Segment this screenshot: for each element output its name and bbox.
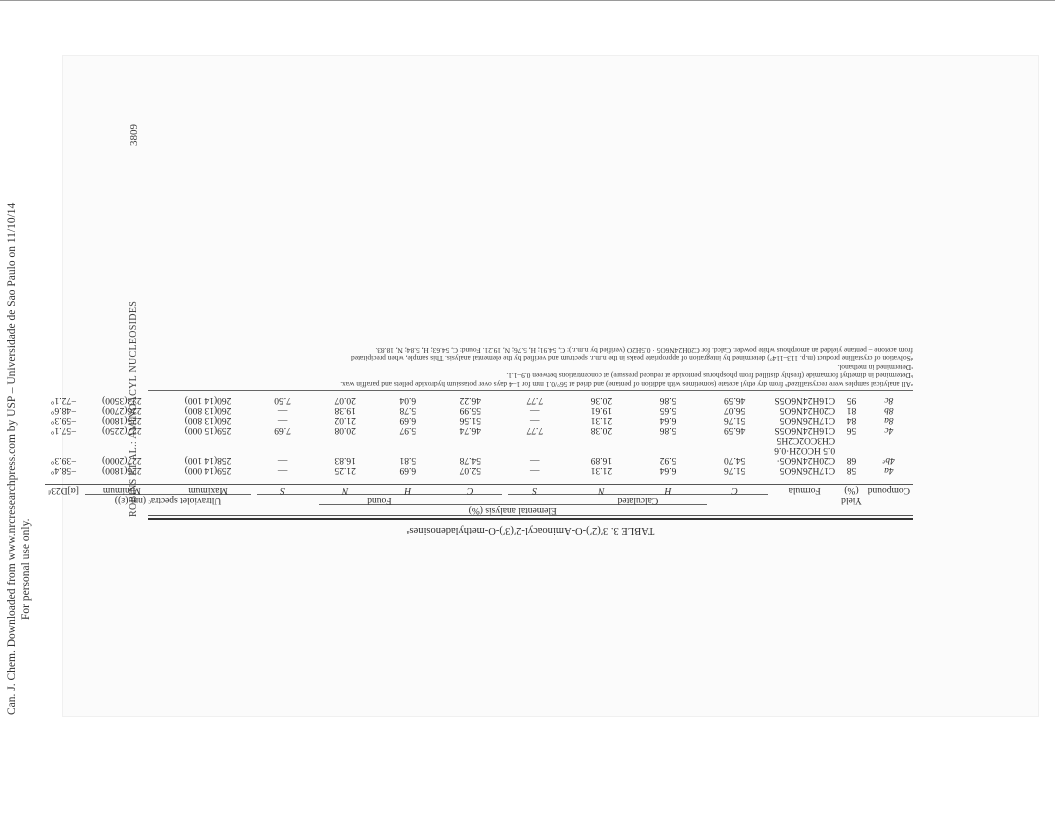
calc-s-cell: — (530, 455, 540, 465)
rotation-cell: −59.3° (50, 415, 77, 425)
uv-min-cell: 225(1800) (102, 415, 142, 425)
uv-min-cell: 226(1800) (102, 465, 142, 475)
footnote: ᵇDetermined in dimethyl formamide (freshly distilled from phosphorus pentoxide at reduced pressure) at concentrations between 0.9–1.1. (506, 371, 913, 381)
top-rule-thin (148, 515, 913, 516)
yield-header: Yield (841, 495, 862, 505)
calc-h-cell: 5.86 (659, 395, 677, 405)
found-s-cell: 7.50 (274, 395, 291, 405)
compound-cell: 4a (884, 465, 894, 475)
calc-s-cell: — (530, 405, 540, 415)
uv-max-cell: 259(14 000) (184, 465, 232, 475)
formula-cell: C20H24N6O5· (776, 455, 836, 465)
calc-s-cell: 7.77 (526, 395, 544, 405)
formula-cell: C16H24N6O5S (774, 395, 836, 405)
uv-max-cell: 260(13 800) (184, 415, 232, 425)
yield-cell: 56 (846, 425, 857, 435)
calc-c-cell: 51.76 (724, 415, 746, 425)
found-s-cell: — (277, 405, 288, 415)
calc-c-header: C (698, 485, 771, 496)
footnote: ᶜDetermined in methanol. (837, 362, 913, 372)
calc-n-cell: 21.31 (590, 415, 613, 425)
calc-s-header: S (505, 485, 565, 496)
found-h-cell: 5.78 (399, 405, 417, 415)
found-c-cell: 54.78 (459, 455, 482, 465)
found-s-cell: — (277, 455, 288, 465)
yield-cell: 68 (846, 455, 857, 465)
found-s-cell: — (277, 415, 288, 425)
compound-cell: 4bᵉ (882, 455, 895, 465)
uv-min-cell: 227(2250) (102, 425, 142, 435)
uv-max-cell: 258(14 100) (184, 455, 232, 465)
table-row-continuation (45, 445, 913, 455)
formula-cell: C20H24N6O5 (779, 405, 836, 415)
calc-h-cell: 5.65 (659, 405, 677, 415)
calculated-header: Calculated (508, 494, 769, 505)
found-c-cell: 55.99 (459, 405, 482, 415)
formula-header: Formula (771, 485, 838, 496)
found-n-cell: 16.83 (334, 455, 356, 465)
formula-cell-line2: 0.5 HCO2H·0.6 (774, 445, 836, 455)
calc-n-cell: 21.31 (590, 465, 613, 475)
calc-n-cell: 16.89 (590, 455, 613, 465)
margin-note-line-1: Can. J. Chem. Downloaded from www.nrcresearchpress.com by USP – Universidade de Sao Paulo on 11/10/14 (6, 202, 18, 715)
yield-cell: 84 (846, 415, 857, 425)
found-n-cell: 19.38 (334, 405, 356, 415)
table-row (45, 465, 913, 475)
found-n-cell: 20.08 (334, 425, 356, 435)
rotation-cell: −39.3° (50, 455, 77, 465)
calc-h-cell: 6.64 (659, 465, 677, 475)
found-s-cell: 7.69 (274, 425, 291, 435)
calc-c-cell: 46.59 (724, 425, 746, 435)
yield-cell: 95 (846, 395, 857, 405)
margin-note-line-2: For personal use only. (20, 518, 32, 620)
found-h-cell: 5.97 (399, 425, 417, 435)
found-c-header: C (436, 485, 505, 496)
yield-unit-header: (%) (838, 485, 865, 496)
found-n-cell: 21.02 (334, 415, 356, 425)
footnote: ᵈSolvation of crystalline product (m.p. 113–114°) determined by integration of appropriate peaks in the n.m.r. spectrum and verified by the elemental analysis. This sample, when precipitated (351, 354, 913, 364)
compound-cell: 8c (884, 395, 894, 405)
calc-n-cell: 20.36 (590, 395, 613, 405)
running-head: ROBINS ET AL.: AMINOACYL NUCLEOSIDES (128, 300, 139, 517)
footnote: from acetone – pentane yielded an amorphous white powder. Calcd. for C20H24N6O5 · 0.5H2O (verified by n.m.r.): C, 54.91; H, 5.76; N, 19.21. Found: C, 54.63; H, 5.84; N, 18.83. (375, 345, 913, 355)
compound-cell: 4c (884, 425, 894, 435)
compound-cell: 8a (884, 415, 894, 425)
calc-c-cell: 56.07 (724, 405, 746, 415)
top-border-line (0, 0, 1055, 1)
rotation-cell: −48.6° (50, 405, 77, 415)
found-h-cell: 5.81 (399, 455, 417, 465)
rotation-cell: −57.1° (50, 425, 77, 435)
rotation-cell: −72.1° (50, 395, 77, 405)
elemental-analysis-header: Elemental analysis (%) (319, 504, 707, 515)
found-c-cell: 51.56 (459, 415, 482, 425)
yield-cell: 58 (846, 465, 857, 475)
data-table (45, 395, 913, 515)
uv-min-cell: 227(2000) (102, 455, 142, 465)
compound-header: Compound (865, 485, 913, 496)
calc-s-cell: 7.77 (526, 425, 544, 435)
found-s-cell: — (277, 465, 288, 475)
uv-max-header: Maximum (162, 485, 254, 496)
found-h-cell: 6.69 (399, 415, 417, 425)
found-header: Found (257, 494, 501, 505)
formula-cell: C17H26N6O5 (779, 465, 836, 475)
table-row (45, 425, 913, 435)
calc-c-cell: 46.59 (724, 395, 746, 405)
calc-h-cell: 5.86 (659, 425, 677, 435)
found-h-header: H (379, 485, 436, 496)
table-row (45, 415, 913, 425)
uv-header: Ultraviolet spectraᶜ (nm (ε)) (85, 494, 251, 505)
calc-n-cell: 19.61 (590, 405, 613, 415)
calc-n-header: N (565, 485, 638, 496)
found-c-cell: 46.74 (459, 425, 482, 435)
table-row-continuation (45, 435, 913, 445)
uv-min-cell: 223(3500) (102, 395, 142, 405)
found-c-cell: 46.22 (459, 395, 482, 405)
uv-max-cell: 260(13 800) (184, 405, 232, 415)
found-n-cell: 21.25 (334, 465, 356, 475)
found-h-cell: 6.69 (399, 465, 417, 475)
calc-s-cell: — (530, 415, 540, 425)
calc-h-cell: 5.92 (659, 455, 677, 465)
formula-cell: C17H26N6O5 (779, 415, 836, 425)
uv-max-cell: 260(14 100) (184, 395, 232, 405)
rotation-cell: −58.4° (50, 465, 77, 475)
uv-min-cell: 226(2700) (102, 405, 142, 415)
download-margin-note (4, 202, 44, 730)
found-h-cell: 6.04 (399, 395, 417, 405)
yield-cell: 81 (846, 405, 857, 415)
formula-cell: C16H24N6O5S (774, 425, 836, 435)
rotation-header: [α]D23ᵈ (45, 485, 82, 496)
table-caption: TABLE 3. 3′(2′)-O-Aminoacyl-2′(3′)-O-methyladenosinesᵃ (406, 525, 655, 536)
calc-c-cell: 51.76 (724, 465, 746, 475)
found-n-cell: 20.07 (334, 395, 356, 405)
found-c-cell: 52.07 (459, 465, 482, 475)
table-footnotes (148, 345, 913, 391)
calc-h-cell: 6.64 (659, 415, 677, 425)
top-rule (148, 518, 913, 520)
uv-max-cell: 259(15 000) (184, 425, 232, 435)
footnote: ᵃAll analytical samples were recrystallizedᵇ from dry ethyl acetate (sometimes with addition of pentane) and dried at 56°/0.1 mm for 1–4 days over potassium hydroxide pellets and paraffin wax. (340, 380, 913, 389)
found-s-header: S (254, 485, 311, 496)
compound-cell: 8b (884, 405, 894, 415)
table-row (45, 405, 913, 415)
calc-h-header: H (638, 485, 698, 496)
page-number: 3809 (128, 124, 140, 146)
calc-s-cell: — (530, 465, 540, 475)
table-row (45, 395, 913, 405)
formula-cell-line3: CH3CO2C2H5 (776, 435, 836, 445)
found-n-header: N (311, 485, 380, 496)
uv-min-header: Minimum (82, 485, 162, 496)
calc-n-cell: 20.38 (590, 425, 613, 435)
calc-c-cell: 54.70 (724, 455, 746, 465)
table-row (45, 455, 913, 465)
